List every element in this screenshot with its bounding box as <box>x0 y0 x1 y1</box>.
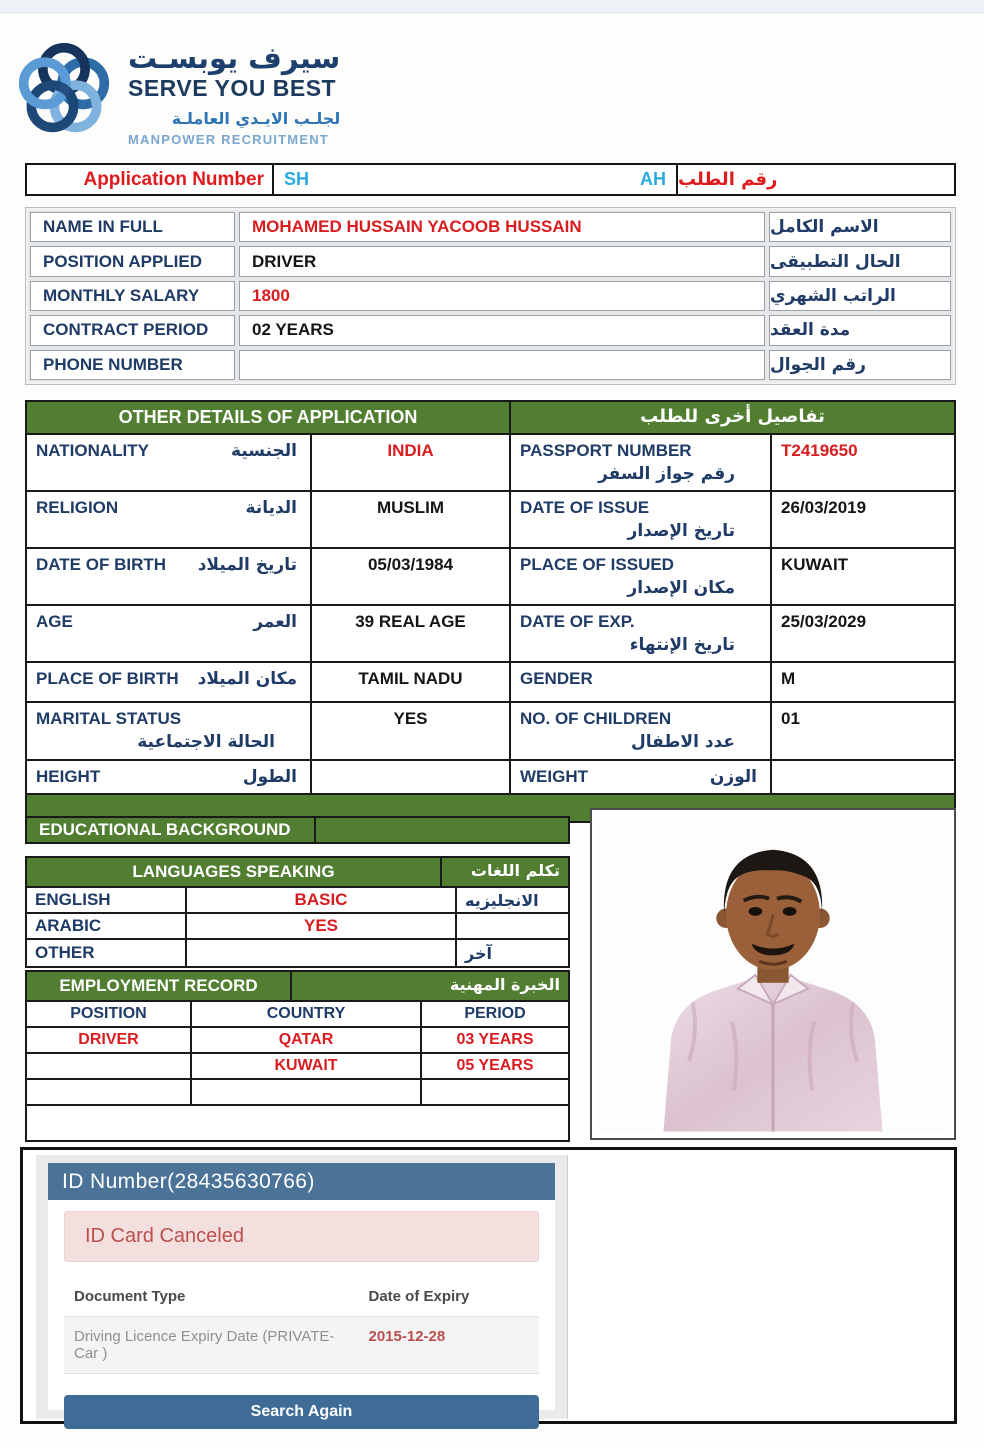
field-label: PHONE NUMBER <box>30 350 235 380</box>
language-label-ar: الانجليزيه <box>465 890 539 910</box>
employment-header <box>27 972 568 1002</box>
company-logo <box>16 40 340 147</box>
employment-position <box>27 1054 192 1078</box>
id-table-header-row <box>64 1277 539 1317</box>
logo-rings-icon <box>16 40 112 140</box>
details-header <box>27 402 954 435</box>
employment-period: 05 YEARS <box>456 1057 534 1074</box>
educational-background-title: EDUCATIONAL BACKGROUND <box>27 818 316 842</box>
id-check-body <box>48 1200 555 1420</box>
field-label-ar: الحال التطبيقى <box>769 246 951 276</box>
language-level: BASIC <box>187 888 457 912</box>
employment-empty-row <box>27 1106 568 1140</box>
date-of-expiry-header: Date of Expiry <box>368 1288 470 1305</box>
detail-row <box>27 761 954 795</box>
employment-columns-row <box>27 1002 568 1028</box>
logo-company-name: SERVE YOU BEST <box>128 75 337 101</box>
detail-row <box>27 492 954 549</box>
language-level: YES <box>187 914 457 938</box>
field-value <box>312 761 511 793</box>
field-value: INDIA <box>312 435 511 490</box>
field-value: TAMIL NADU <box>312 663 511 701</box>
application-number-label: Application Number <box>27 165 274 194</box>
field-value: DRIVER <box>239 246 765 276</box>
detail-row <box>27 606 954 663</box>
field-label: POSITION APPLIED <box>30 246 235 276</box>
field-label: DATE OF EXP. تاريخ الإنتهاء <box>511 606 772 661</box>
field-label: PASSPORT NUMBER رقم جواز السفر <box>511 435 772 490</box>
field-label: MONTHLY SALARY <box>30 281 235 311</box>
logo-arabic-tagline: لجلـب الايـدي العاملـة <box>171 109 341 128</box>
languages-header <box>27 858 568 888</box>
details-header-en: OTHER DETAILS OF APPLICATION <box>27 402 511 433</box>
field-value: 1800 <box>239 281 765 311</box>
detail-row <box>27 549 954 606</box>
id-document-table <box>64 1277 539 1374</box>
language-name: ENGLISH <box>27 888 187 912</box>
field-value <box>772 761 954 793</box>
logo-tagline: MANPOWER RECRUITMENT <box>128 132 329 147</box>
logo-text-block <box>128 40 340 147</box>
detail-row <box>27 435 954 492</box>
employment-table <box>25 970 570 1142</box>
employment-position <box>27 1080 192 1104</box>
id-number-header: ID Number(28435630766) <box>48 1163 555 1200</box>
field-label: GENDER <box>511 663 772 701</box>
field-label: NO. OF CHILDREN عدد الاطفال <box>511 703 772 759</box>
field-label-ar: الاسم الكامل <box>769 212 951 242</box>
details-header-ar: تفاصيل أخرى للطلب <box>640 406 825 427</box>
language-name: OTHER <box>27 940 187 966</box>
language-row <box>27 888 568 914</box>
employment-country: KUWAIT <box>192 1054 422 1078</box>
employment-column-period: PERIOD <box>464 1005 526 1022</box>
field-value: 25/03/2029 <box>781 612 867 631</box>
logo-arabic-name: سيرف يوبسـت <box>128 41 341 75</box>
field-label: AGE العمر <box>27 606 312 661</box>
table-row <box>30 246 951 276</box>
id-table-data-row <box>64 1317 539 1374</box>
employment-column-position: POSITION <box>27 1002 192 1026</box>
detail-row <box>27 703 954 761</box>
id-card-status-alert: ID Card Canceled <box>64 1211 539 1262</box>
document-type-header: Document Type <box>74 1288 186 1305</box>
field-label: MARITAL STATUS الحالة الاجتماعية <box>27 703 312 759</box>
language-row <box>27 940 568 966</box>
language-label-ar <box>457 914 568 938</box>
top-strip <box>0 0 984 13</box>
employment-country: QATAR <box>192 1028 422 1052</box>
search-again-button[interactable]: Search Again <box>64 1395 539 1429</box>
employment-period: 03 YEARS <box>456 1031 534 1048</box>
photo-box <box>590 808 956 1140</box>
application-number-row <box>25 163 956 196</box>
employment-header-ar: الخبرة المهنية <box>449 975 560 994</box>
employment-header-en: EMPLOYMENT RECORD <box>27 972 292 1000</box>
field-value: T2419650 <box>781 441 858 460</box>
field-value: 02 YEARS <box>239 315 765 345</box>
field-label: PLACE OF BIRTH مكان الميلاد <box>27 663 312 701</box>
language-row <box>27 914 568 940</box>
field-label-ar: رقم الجوال <box>769 350 951 380</box>
table-row <box>30 350 951 380</box>
other-details-table <box>25 400 956 823</box>
field-value: 26/03/2019 <box>781 498 867 517</box>
field-label: RELIGION الديانة <box>27 492 312 547</box>
language-level <box>187 940 457 966</box>
languages-header-ar: تكلم اللغات <box>470 861 560 880</box>
application-code-cell <box>274 165 678 194</box>
field-label: HEIGHT الطول <box>27 761 312 793</box>
field-label: CONTRACT PERIOD <box>30 315 235 345</box>
portrait-photo <box>595 813 951 1135</box>
employment-column-country: COUNTRY <box>192 1002 422 1026</box>
personal-info-table <box>25 207 956 385</box>
id-result-card <box>20 1147 957 1424</box>
application-number-label-ar: رقم الطلب <box>678 169 778 190</box>
table-row <box>30 281 951 311</box>
field-label: DATE OF BIRTH تاريخ الميلاد <box>27 549 312 604</box>
language-label-ar: آخر <box>465 943 492 963</box>
employment-row <box>27 1028 568 1054</box>
field-value: M <box>781 669 796 688</box>
application-code-sh: SH <box>284 169 310 189</box>
field-value: 39 REAL AGE <box>312 606 511 661</box>
expiry-date-cell: 2015-12-28 <box>368 1328 446 1345</box>
employment-row <box>27 1080 568 1106</box>
employment-country <box>192 1080 422 1104</box>
field-value: 01 <box>781 709 800 728</box>
field-label: PLACE OF ISSUED مكان الإصدار <box>511 549 772 604</box>
field-value: 05/03/1984 <box>312 549 511 604</box>
document-type-cell: Driving Licence Expiry Date (PRIVATE-Car ) <box>74 1328 335 1362</box>
field-label-ar: مدة العقد <box>769 315 951 345</box>
field-value: MUSLIM <box>312 492 511 547</box>
field-label: WEIGHT الوزن <box>511 761 772 793</box>
languages-table <box>25 856 570 968</box>
field-label: DATE OF ISSUE تاريخ الإصدار <box>511 492 772 547</box>
field-value: KUWAIT <box>781 555 849 574</box>
detail-row <box>27 663 954 703</box>
employment-period <box>422 1080 568 1104</box>
employment-row <box>27 1054 568 1080</box>
languages-header-en: LANGUAGES SPEAKING <box>27 858 442 886</box>
language-name: ARABIC <box>27 914 187 938</box>
application-code-ah: AH <box>640 169 666 189</box>
field-label: NAME IN FULL <box>30 212 235 242</box>
field-label-ar: الراتب الشهري <box>769 281 951 311</box>
field-value: MOHAMED HUSSAIN YACOOB HUSSAIN <box>239 212 765 242</box>
field-label: NATIONALITY الجنسية <box>27 435 312 490</box>
id-check-panel <box>36 1155 568 1419</box>
educational-background-header <box>25 816 570 844</box>
employment-position: DRIVER <box>27 1028 192 1052</box>
table-row <box>30 315 951 345</box>
field-value <box>239 350 765 380</box>
table-row <box>30 212 951 242</box>
field-value: YES <box>312 703 511 759</box>
